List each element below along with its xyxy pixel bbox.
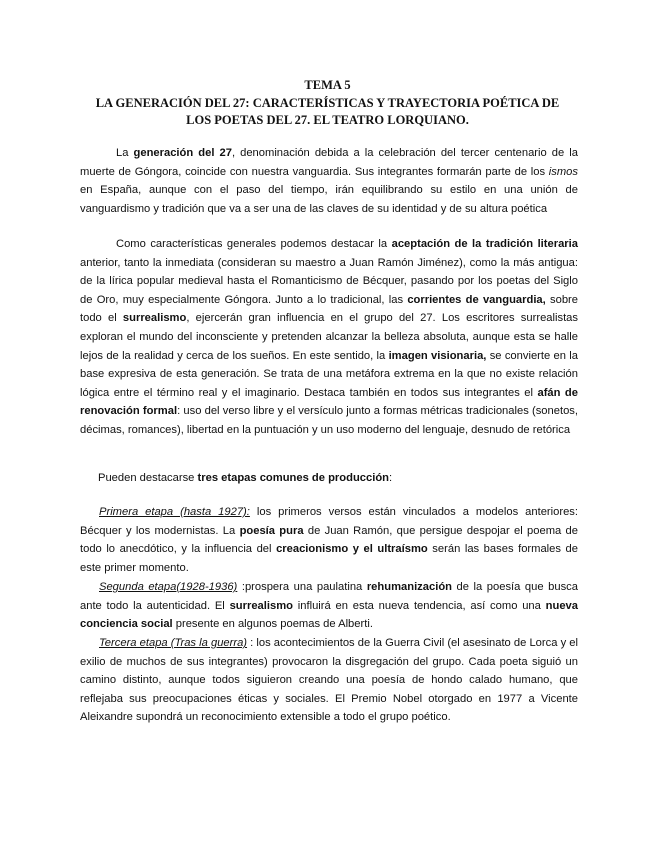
stage-third	[80, 634, 578, 727]
text-run: anterior, tanto la inmediata (consideran su maestro a Juan Ramón Jiménez), como la más antigua: de la lírica popular medieval hasta el Romanticismo de Bécquer, pasando por los poetas del Siglo de Oro, muy especialmente Góngora. Junto a lo tradicional, las	[80, 256, 578, 306]
text-run: de Juan Ramón, que persigue despojar el poema de todo lo anecdótico, y la influencia del	[80, 524, 579, 556]
text-run: , ejercerán gran influencia en el grupo del 27. Los escritores surrealistas exploran el mundo del inconsciente y pretenden alcanzar la belleza absoluta, aunque esta se halle lejos de la realidad y cerca de los sueños. En este sentido, la	[80, 312, 579, 362]
page-title-line-2: LOS POETAS DEL 27. EL TEATRO LORQUIANO.	[186, 113, 469, 127]
bold-term: generación del 27	[133, 147, 232, 159]
bold-term: rehumanización	[366, 581, 452, 593]
paragraph-characteristics	[80, 235, 578, 440]
bold-term: aceptación de la tradición literaria	[391, 238, 578, 250]
text-run: La	[116, 147, 134, 159]
topic-number: TEMA 5	[304, 78, 351, 92]
bold-term: surrealismo	[122, 312, 187, 325]
paragraph-stages-intro	[98, 469, 578, 488]
text-run: se convierte en la base expresiva de esta generación. Se trata de una metáfora extrema en la que no existe relación lógica entre el término real y el imaginario. Destaca también en todos sus integrantes el	[80, 349, 578, 399]
stage-label: Tercera etapa (Tras la guerra)	[99, 637, 248, 649]
text-run: presente en algunos poemas de Alberti.	[172, 618, 373, 631]
bold-term: afán de renovación formal	[80, 386, 578, 418]
text-run: : los acontecimientos de la Guerra Civil (el asesinato de Lorca y el exilio de muchos de sus integrantes) provocaron la disgregación del grupo. Cada poeta siguió un camino distinto, aunque todos siguieron creando una poesía de hondo calado humano, que reflejaba sus preocupaciones éticas y sociales. El Premio Nobel otorgado en 1977 a Vicente Aleixandre supondrá un reconocimiento extensible a todo el grupo poético.	[80, 637, 578, 724]
text-run: de la poesía que busca ante todo la autenticidad. El	[80, 581, 578, 612]
stage-label: Primera etapa (hasta 1927):	[99, 506, 250, 518]
text-run: Como características generales podemos destacar la	[116, 238, 392, 250]
text-run: Pueden destacarse	[98, 472, 198, 484]
page-title-line-1: LA GENERACIÓN DEL 27: CARACTERÍSTICAS Y TRAYECTORIA POÉTICA DE	[95, 96, 560, 110]
bold-term: poesía pura	[239, 524, 304, 537]
text-run: sobre todo el	[80, 293, 578, 325]
stage-second	[80, 578, 578, 634]
bold-term: nueva conciencia social	[80, 599, 578, 631]
italic-term: ismos	[548, 165, 578, 178]
bold-term: corrientes de vanguardia,	[407, 293, 546, 306]
stage-first	[80, 503, 578, 577]
bold-term: imagen visionaria,	[388, 349, 487, 362]
paragraph-intro	[80, 144, 578, 218]
text-run: influirá en esta nueva tendencia, así como una	[293, 599, 546, 612]
bold-term: creacionismo y el ultraísmo	[276, 543, 428, 556]
text-run: los primeros versos están vinculados a modelos anteriores: Bécquer y los modernistas. La	[80, 506, 578, 537]
text-run: :	[389, 472, 393, 484]
stage-label: Segunda etapa(1928-1936)	[99, 581, 238, 593]
text-run: : uso del verso libre y el versículo junto a formas métricas tradicionales (sonetos, décimas, romances), libertad en la puntuación y un uso moderno del lenguaje, desnudo de retórica	[80, 405, 578, 436]
text-run: , denominación debida a la celebración del tercer centenario de la muerte de Góngora, coincide con nuestra vanguardia. Sus integrantes formarán parte de los	[80, 147, 578, 178]
text-run: en España, aunque con el paso del tiempo, irán equilibrando su estilo en una unión de vanguardismo y tradición que va a ser una de las claves de su identidad y de su altura poética	[80, 184, 578, 215]
text-run: serán las bases formales de este primer momento.	[80, 543, 578, 574]
text-run: :prospera una paulatina	[237, 581, 367, 593]
bold-term: tres etapas comunes de producción	[197, 472, 389, 484]
bold-term: surrealismo	[229, 599, 293, 612]
